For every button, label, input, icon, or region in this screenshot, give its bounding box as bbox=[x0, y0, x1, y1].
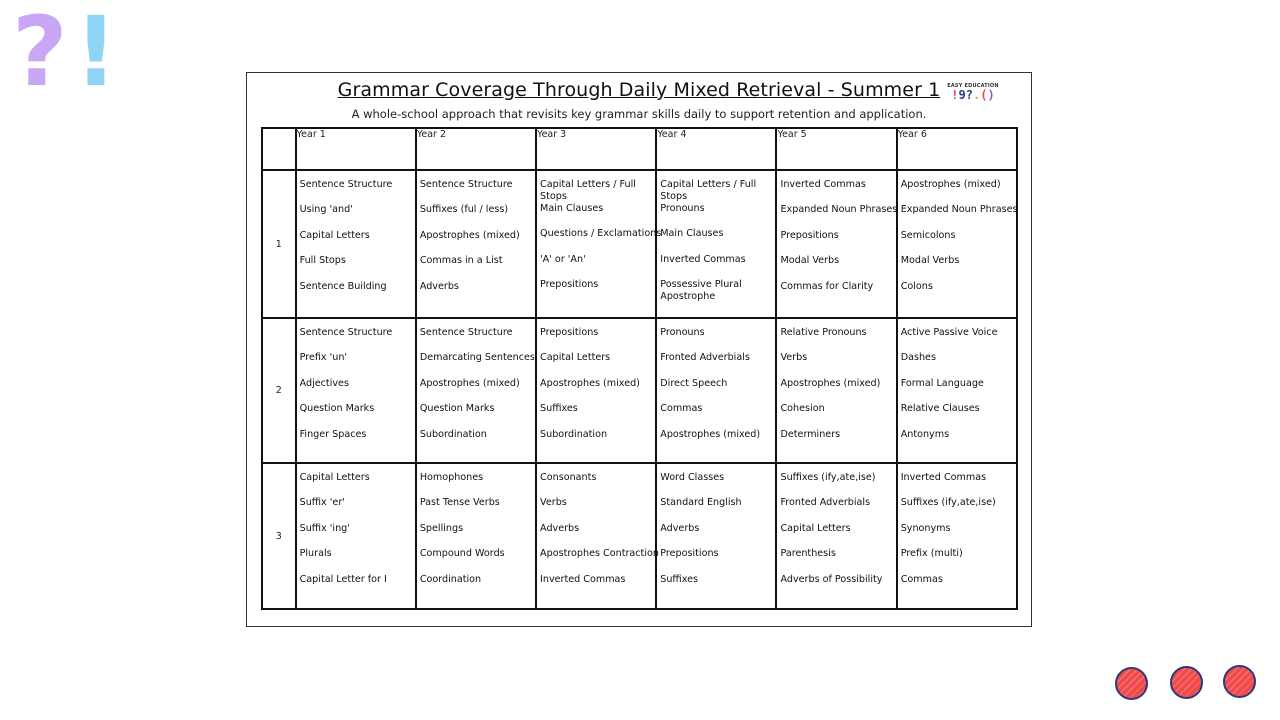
topic-item: Inverted Commas bbox=[660, 253, 746, 265]
topic-list bbox=[657, 464, 775, 603]
year-cell bbox=[536, 463, 659, 609]
year-cell bbox=[656, 463, 776, 609]
question-mark-decoration: ? bbox=[12, 0, 68, 108]
topic-item: Direct Speech bbox=[660, 377, 728, 389]
topic-item: Suffixes bbox=[660, 573, 698, 585]
topic-item: Expanded Noun Phrases bbox=[900, 204, 1018, 216]
easy-education-logo bbox=[947, 83, 999, 103]
topic-item: Consonants bbox=[540, 472, 597, 483]
topic-list bbox=[898, 319, 1016, 458]
header-year-2: Year 2 bbox=[416, 128, 536, 170]
year-cell bbox=[897, 170, 1017, 318]
topic-list bbox=[297, 171, 415, 310]
exclamation-mark-decoration: ! bbox=[74, 0, 118, 108]
week-row bbox=[262, 463, 1017, 609]
year-cell bbox=[296, 170, 416, 318]
topic-item: Sentence Structure bbox=[419, 327, 513, 338]
topic-item: Question Marks bbox=[299, 403, 375, 415]
topic-item: Standard English bbox=[660, 497, 742, 509]
topic-item: Compound Words bbox=[419, 548, 505, 560]
topic-item: Questions / Exclamations bbox=[540, 228, 662, 240]
topic-item: Apostrophes (mixed) bbox=[419, 377, 520, 389]
week-number: 1 bbox=[262, 170, 296, 318]
topic-item: Semicolons bbox=[900, 229, 956, 241]
year-cell bbox=[296, 463, 416, 609]
topic-list bbox=[417, 171, 535, 310]
topic-item: Modal Verbs bbox=[900, 255, 960, 267]
topic-item: Adjectives bbox=[299, 377, 349, 389]
year-cell bbox=[536, 170, 662, 318]
year-cell bbox=[296, 318, 416, 463]
year-cell bbox=[416, 170, 536, 318]
topic-item: Dashes bbox=[900, 352, 936, 364]
topic-list bbox=[777, 464, 895, 603]
topic-item: Inverted Commas bbox=[900, 472, 987, 483]
topic-item: Capital Letters bbox=[299, 229, 370, 241]
year-cell bbox=[416, 463, 536, 609]
topic-item: Verbs bbox=[540, 497, 567, 509]
year-cell bbox=[776, 463, 896, 609]
corner-cell bbox=[262, 128, 296, 170]
topic-item: Relative Pronouns bbox=[780, 327, 867, 338]
circle-button-2[interactable] bbox=[1170, 666, 1203, 699]
topic-item: Apostrophes (mixed) bbox=[540, 377, 640, 389]
year-cell bbox=[536, 318, 656, 463]
topic-item: Verbs bbox=[780, 352, 808, 364]
topic-item: Prepositions bbox=[540, 327, 599, 338]
topic-item: Commas in a List bbox=[419, 255, 503, 267]
topic-item: Past Tense Verbs bbox=[419, 497, 500, 509]
topic-item: Pronouns bbox=[660, 203, 705, 214]
topic-item: Commas bbox=[660, 403, 703, 415]
topic-list bbox=[657, 319, 775, 458]
topic-item: Capital Letter for I bbox=[299, 573, 387, 585]
topic-list bbox=[777, 171, 898, 310]
topic-item: Formal Language bbox=[900, 377, 984, 389]
topic-item: Plurals bbox=[299, 548, 332, 560]
topic-item: Capital Letters / Full Stops bbox=[540, 179, 636, 202]
logo-mark: !9?.() bbox=[951, 88, 995, 102]
topic-item: Prefix 'un' bbox=[299, 352, 348, 364]
year-cell bbox=[416, 318, 536, 463]
topic-item: Possessive Plural Apostrophe bbox=[660, 279, 742, 303]
topic-item: Fronted Adverbials bbox=[660, 352, 750, 364]
topic-item: Inverted Commas bbox=[780, 179, 866, 190]
year-cell bbox=[776, 170, 896, 318]
topic-item: Subordination bbox=[419, 428, 487, 440]
topic-item: Full Stops bbox=[299, 255, 346, 267]
topic-item: Word Classes bbox=[660, 472, 725, 483]
year-cell bbox=[776, 318, 896, 463]
topic-item: Using 'and' bbox=[299, 204, 353, 216]
topic-item: Commas for Clarity bbox=[780, 280, 874, 292]
topic-item: Inverted Commas bbox=[540, 573, 626, 585]
topic-list bbox=[898, 171, 1016, 310]
topic-list bbox=[297, 319, 415, 458]
header-year-4: Year 4 bbox=[656, 128, 776, 170]
topic-list bbox=[537, 464, 659, 603]
topic-item: Adverbs bbox=[660, 522, 700, 534]
logo-text: EASY EDUCATION bbox=[947, 83, 999, 89]
header-year-6: Year 6 bbox=[897, 128, 1017, 170]
topic-item: Suffixes (ful / less) bbox=[419, 204, 509, 216]
year-cell bbox=[656, 318, 776, 463]
header-year-1: Year 1 bbox=[296, 128, 416, 170]
topic-item: Adverbs bbox=[419, 280, 459, 292]
topic-item: Suffix 'er' bbox=[299, 497, 345, 509]
topic-item: Cohesion bbox=[780, 403, 825, 415]
topic-item: Suffixes bbox=[540, 403, 578, 415]
topic-item: Colons bbox=[900, 280, 933, 292]
topic-item: Fronted Adverbials bbox=[780, 497, 871, 509]
topic-item: Apostrophes (mixed) bbox=[780, 377, 881, 389]
topic-item: Determiners bbox=[780, 428, 841, 440]
topic-item: Synonyms bbox=[900, 522, 951, 534]
week-number: 3 bbox=[262, 463, 296, 609]
topic-item: Prepositions bbox=[660, 548, 719, 560]
grammar-coverage-table bbox=[261, 127, 1018, 610]
topic-item: Prepositions bbox=[780, 229, 839, 241]
week-number: 2 bbox=[262, 318, 296, 463]
topic-item: Prepositions bbox=[540, 279, 599, 291]
topic-item: Expanded Noun Phrases bbox=[780, 204, 898, 216]
year-cell bbox=[897, 318, 1017, 463]
topic-list bbox=[537, 171, 662, 309]
week-row bbox=[262, 170, 1017, 318]
topic-item: Finger Spaces bbox=[299, 428, 367, 440]
topic-item: Adverbs of Possibility bbox=[780, 573, 883, 585]
topic-item: Sentence Structure bbox=[419, 179, 513, 190]
topic-item: Modal Verbs bbox=[780, 255, 840, 267]
topic-list bbox=[417, 319, 535, 458]
document-subtitle: A whole-school approach that revisits key grammar skills daily to support retention and application. bbox=[351, 107, 927, 121]
topic-item: Capital Letters bbox=[299, 472, 370, 483]
circle-button-3[interactable] bbox=[1223, 665, 1256, 698]
topic-item: Question Marks bbox=[419, 403, 495, 415]
header-year-5: Year 5 bbox=[776, 128, 896, 170]
topic-item: Suffixes (ify,ate,ise) bbox=[780, 472, 876, 483]
topic-item: Subordination bbox=[540, 428, 608, 440]
topic-item: Adverbs bbox=[540, 522, 580, 534]
topic-item: Coordination bbox=[419, 573, 482, 585]
topic-item: Main Clauses bbox=[660, 228, 724, 240]
topic-item: Sentence Structure bbox=[299, 179, 393, 190]
year-cell bbox=[656, 170, 776, 318]
topic-item: Demarcating Sentences bbox=[419, 352, 535, 364]
topic-item: Capital Letters bbox=[780, 522, 851, 534]
grammar-document bbox=[246, 72, 1032, 627]
document-title: Grammar Coverage Through Daily Mixed Retrieval - Summer 1 bbox=[337, 79, 941, 101]
header-year-3: Year 3 bbox=[536, 128, 656, 170]
header-row bbox=[262, 128, 1017, 170]
topic-item: Relative Clauses bbox=[900, 403, 980, 415]
topic-item: Prefix (multi) bbox=[900, 548, 963, 560]
topic-list bbox=[417, 464, 535, 603]
topic-item: Active Passive Voice bbox=[900, 327, 998, 338]
topic-item: Suffix 'ing' bbox=[299, 522, 350, 534]
topic-item: Apostrophes (mixed) bbox=[660, 428, 761, 440]
week-row bbox=[262, 318, 1017, 463]
topic-item: Homophones bbox=[419, 472, 484, 483]
topic-item: Apostrophes Contraction bbox=[540, 548, 659, 560]
year-cell bbox=[897, 463, 1017, 609]
topic-list bbox=[297, 464, 415, 603]
topic-item: Pronouns bbox=[660, 327, 705, 338]
topic-item: Main Clauses bbox=[540, 203, 604, 214]
topic-list bbox=[657, 171, 775, 307]
topic-item: 'A' or 'An' bbox=[540, 253, 586, 265]
topic-list bbox=[777, 319, 895, 458]
topic-item: Spellings bbox=[419, 522, 464, 534]
topic-list bbox=[537, 319, 655, 458]
topic-item: Capital Letters bbox=[540, 352, 611, 364]
topic-item: Commas bbox=[900, 573, 943, 585]
topic-item: Sentence Building bbox=[299, 280, 387, 292]
circle-button-1[interactable] bbox=[1115, 667, 1148, 700]
topic-list bbox=[898, 464, 1016, 603]
topic-item: Sentence Structure bbox=[299, 327, 393, 338]
topic-item: Capital Letters / Full Stops bbox=[660, 179, 757, 202]
topic-item: Parenthesis bbox=[780, 548, 836, 560]
topic-item: Antonyms bbox=[900, 428, 950, 440]
topic-item: Apostrophes (mixed) bbox=[900, 179, 1001, 190]
topic-item: Apostrophes (mixed) bbox=[419, 229, 520, 241]
topic-item: Suffixes (ify,ate,ise) bbox=[900, 497, 996, 509]
